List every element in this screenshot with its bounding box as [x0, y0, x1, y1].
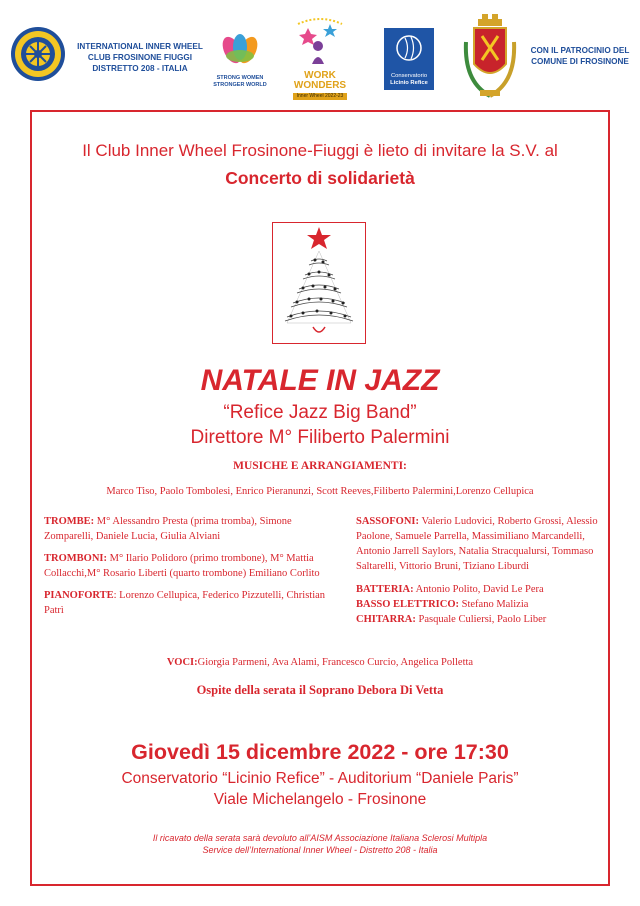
work-wonders-line-2: WONDERS [293, 80, 347, 91]
section-label: CHITARRA: [356, 614, 416, 625]
section-label: BATTERIA: [356, 584, 414, 595]
strong-women-logo [210, 30, 270, 90]
section-label: PIANOFORTE [44, 590, 114, 601]
section-names: M° Alessandro Presta (prima tromba), Simone Zomparelli, Daniele Lucia, Giulia Alviani [44, 516, 292, 542]
musicians-left-column [44, 514, 330, 625]
section-label: SASSOFONI: [356, 516, 420, 527]
strong-women-line-1: STRONG WOMEN [216, 75, 264, 81]
section-pianoforte [44, 588, 330, 618]
work-wonders-line-1: WORK [304, 70, 336, 81]
footer-note [30, 832, 610, 856]
patronage-line-1: CON IL PATROCINIO DEL [530, 46, 630, 55]
arrangements-label: MUSICHE E ARRANGIAMENTI: [233, 460, 407, 472]
guest-line: Ospite della serata il Soprano Debora Di Vetta [196, 683, 444, 697]
inner-wheel-logo [10, 26, 66, 82]
section-sassofoni [356, 514, 598, 574]
director-name: Direttore M° Filiberto Palermini [190, 427, 450, 448]
club-line-1: INTERNATIONAL INNER WHEEL [77, 42, 203, 51]
section-chitarra [356, 612, 598, 627]
club-header-text [70, 41, 210, 74]
work-wonders-sub: Inner Wheel 2022-23 [293, 93, 347, 100]
voices-names: Giorgia Parmeni, Ava Alami, Francesco Curcio, Angelica Polletta [197, 657, 474, 668]
section-label: BASSO ELETTRICO: [356, 599, 459, 610]
section-names: Stefano Malizia [461, 599, 529, 610]
concert-title: NATALE IN JAZZ [200, 364, 440, 397]
footer-line-1: Il ricavato della serata sarà devoluto all’AISM Associazione Italiana Sclerosi Multipla [152, 833, 488, 843]
work-wonders-logo [288, 14, 352, 104]
section-names: M° Ilario Polidoro (primo trombone), M° Mattia Collacchi,M° Rosario Liberti (quarto trombone) Emiliano Corlito [44, 553, 320, 579]
section-trombe [44, 514, 330, 544]
invite-line: Il Club Inner Wheel Frosinone-Fiuggi è lieto di invitare la S.V. al [82, 141, 558, 160]
section-batteria [356, 582, 598, 597]
club-line-3: DISTRETTO 208 - ITALIA [92, 64, 188, 73]
musicians-right-column [356, 514, 598, 634]
frosinone-coat-of-arms [462, 12, 518, 102]
section-names: Antonio Polito, David Le Pera [415, 584, 544, 595]
arrangements-names: Marco Tiso, Paolo Tombolesi, Enrico Pieranunzi, Scott Reeves,Filiberto Palermini,Lorenzo Cellupica [106, 486, 534, 497]
event-address: Viale Michelangelo - Frosinone [213, 791, 427, 808]
patronage-header-text [522, 45, 638, 67]
patronage-line-2: COMUNE DI FROSINONE [531, 57, 629, 66]
footer-line-2: Service dell’International Inner Wheel - Distretto 208 - Italia [202, 845, 438, 855]
section-names: : Lorenzo Cellupica, Federico Pizzutelli, Christian Patrì [44, 590, 326, 616]
conservatorio-line-2: Licinio Refice [390, 80, 428, 86]
event-venue: Conservatorio “Licinio Refice” - Auditorium “Daniele Paris” [121, 770, 519, 787]
section-label: TROMBE: [44, 516, 95, 527]
voices-label: VOCI: [166, 657, 198, 668]
voices-line [30, 657, 610, 668]
conservatorio-line-1: Conservatorio [390, 73, 428, 79]
event-date: Giovedì 15 dicembre 2022 - ore 17:30 [131, 740, 509, 764]
band-name: “Refice Jazz Big Band” [223, 402, 417, 423]
music-christmas-tree-image [272, 222, 366, 344]
conservatorio-logo [384, 28, 434, 90]
section-basso [356, 597, 598, 612]
strong-women-line-2: STRONGER WORLD [213, 81, 267, 88]
invite-subtitle: Concerto di solidarietà [225, 168, 415, 188]
section-names: Pasquale Culiersi, Paolo Liber [418, 614, 547, 625]
section-tromboni [44, 551, 330, 581]
section-label: TROMBONI: [44, 553, 107, 564]
club-line-2: CLUB FROSINONE FIUGGI [87, 53, 193, 62]
section-names: Valerio Ludovici, Roberto Grossi, Alessio Paolone, Samuele Parrella, Massimiliano Marcandelli, Antonio Jarrell Saylors, Natalia Stracqualursi, Tommaso Saltarelli, Vittorio Bruni, Tiziano Liburdi [356, 516, 598, 572]
